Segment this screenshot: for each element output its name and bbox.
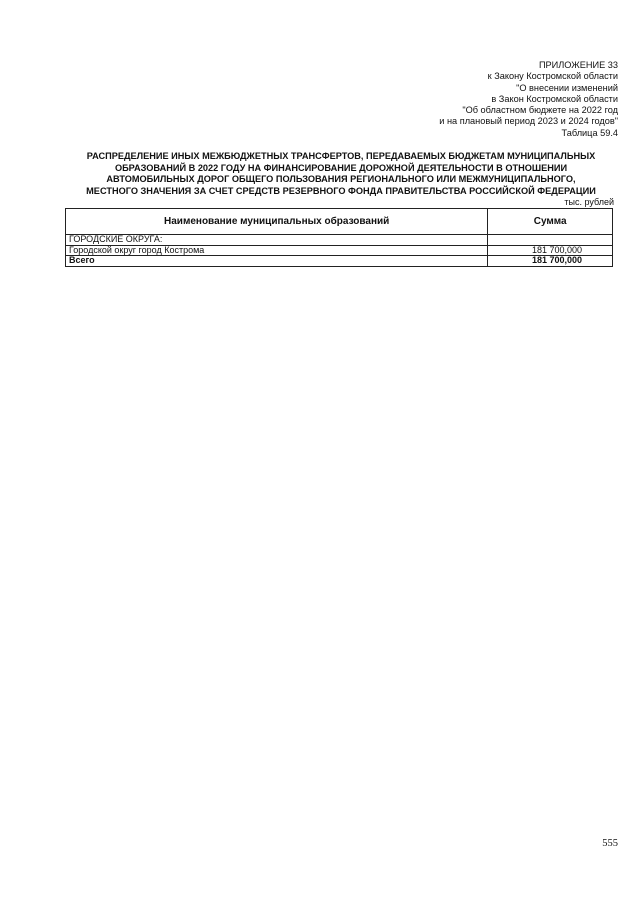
document-title — [62, 151, 620, 197]
appendix-line: "Об областном бюджете на 2022 год — [462, 105, 618, 116]
appendix-line: и на плановый период 2023 и 2024 годов" — [439, 116, 618, 127]
appendix-line: ПРИЛОЖЕНИЕ 33 — [538, 60, 618, 70]
page-number: 555 — [602, 838, 618, 849]
title-line: МЕСТНОГО ЗНАЧЕНИЯ ЗА СЧЕТ СРЕДСТВ РЕЗЕРВНОГО ФОНДА ПРАВИТЕЛЬСТВА РОССИЙСКОЙ ФЕДЕРАЦИИ — [86, 185, 596, 196]
table-row — [66, 235, 613, 246]
title-line: ОБРАЗОВАНИЙ В 2022 ГОДУ НА ФИНАНСИРОВАНИЕ ДОРОЖНОЙ ДЕЯТЕЛЬНОСТИ В ОТНОШЕНИИ — [114, 162, 568, 173]
municipality-cell: Городской округ город Кострома — [66, 245, 488, 256]
appendix-line: "О внесении изменений — [516, 82, 618, 93]
appendix-header — [288, 60, 618, 139]
column-header-name: Наименование муниципальных образований — [66, 209, 488, 235]
total-sum-cell: 181 700,000 — [488, 256, 613, 267]
total-row — [66, 256, 613, 267]
sum-cell: 181 700,000 — [488, 245, 613, 256]
units-label: тыс. рублей — [564, 197, 614, 207]
total-label-cell: Всего — [66, 256, 488, 267]
appendix-line: к Закону Костромской области — [487, 71, 618, 82]
appendix-line: в Закон Костромской области — [491, 93, 618, 104]
table-header-row — [66, 209, 613, 235]
municipality-cell: ГОРОДСКИЕ ОКРУГА: — [66, 235, 488, 246]
sum-cell — [488, 235, 613, 246]
distribution-table — [65, 208, 613, 267]
table-number: Таблица 59.4 — [561, 127, 618, 138]
title-line: РАСПРЕДЕЛЕНИЕ ИНЫХ МЕЖБЮДЖЕТНЫХ ТРАНСФЕРТОВ, ПЕРЕДАВАЕМЫХ БЮДЖЕТАМ МУНИЦИПАЛЬНЫХ — [86, 151, 596, 161]
column-header-sum: Сумма — [488, 209, 613, 235]
title-line: АВТОМОБИЛЬНЫХ ДОРОГ ОБЩЕГО ПОЛЬЗОВАНИЯ РЕГИОНАЛЬНОГО ИЛИ МЕЖМУНИЦИПАЛЬНОГО, — [106, 174, 576, 185]
table-row — [66, 245, 613, 256]
